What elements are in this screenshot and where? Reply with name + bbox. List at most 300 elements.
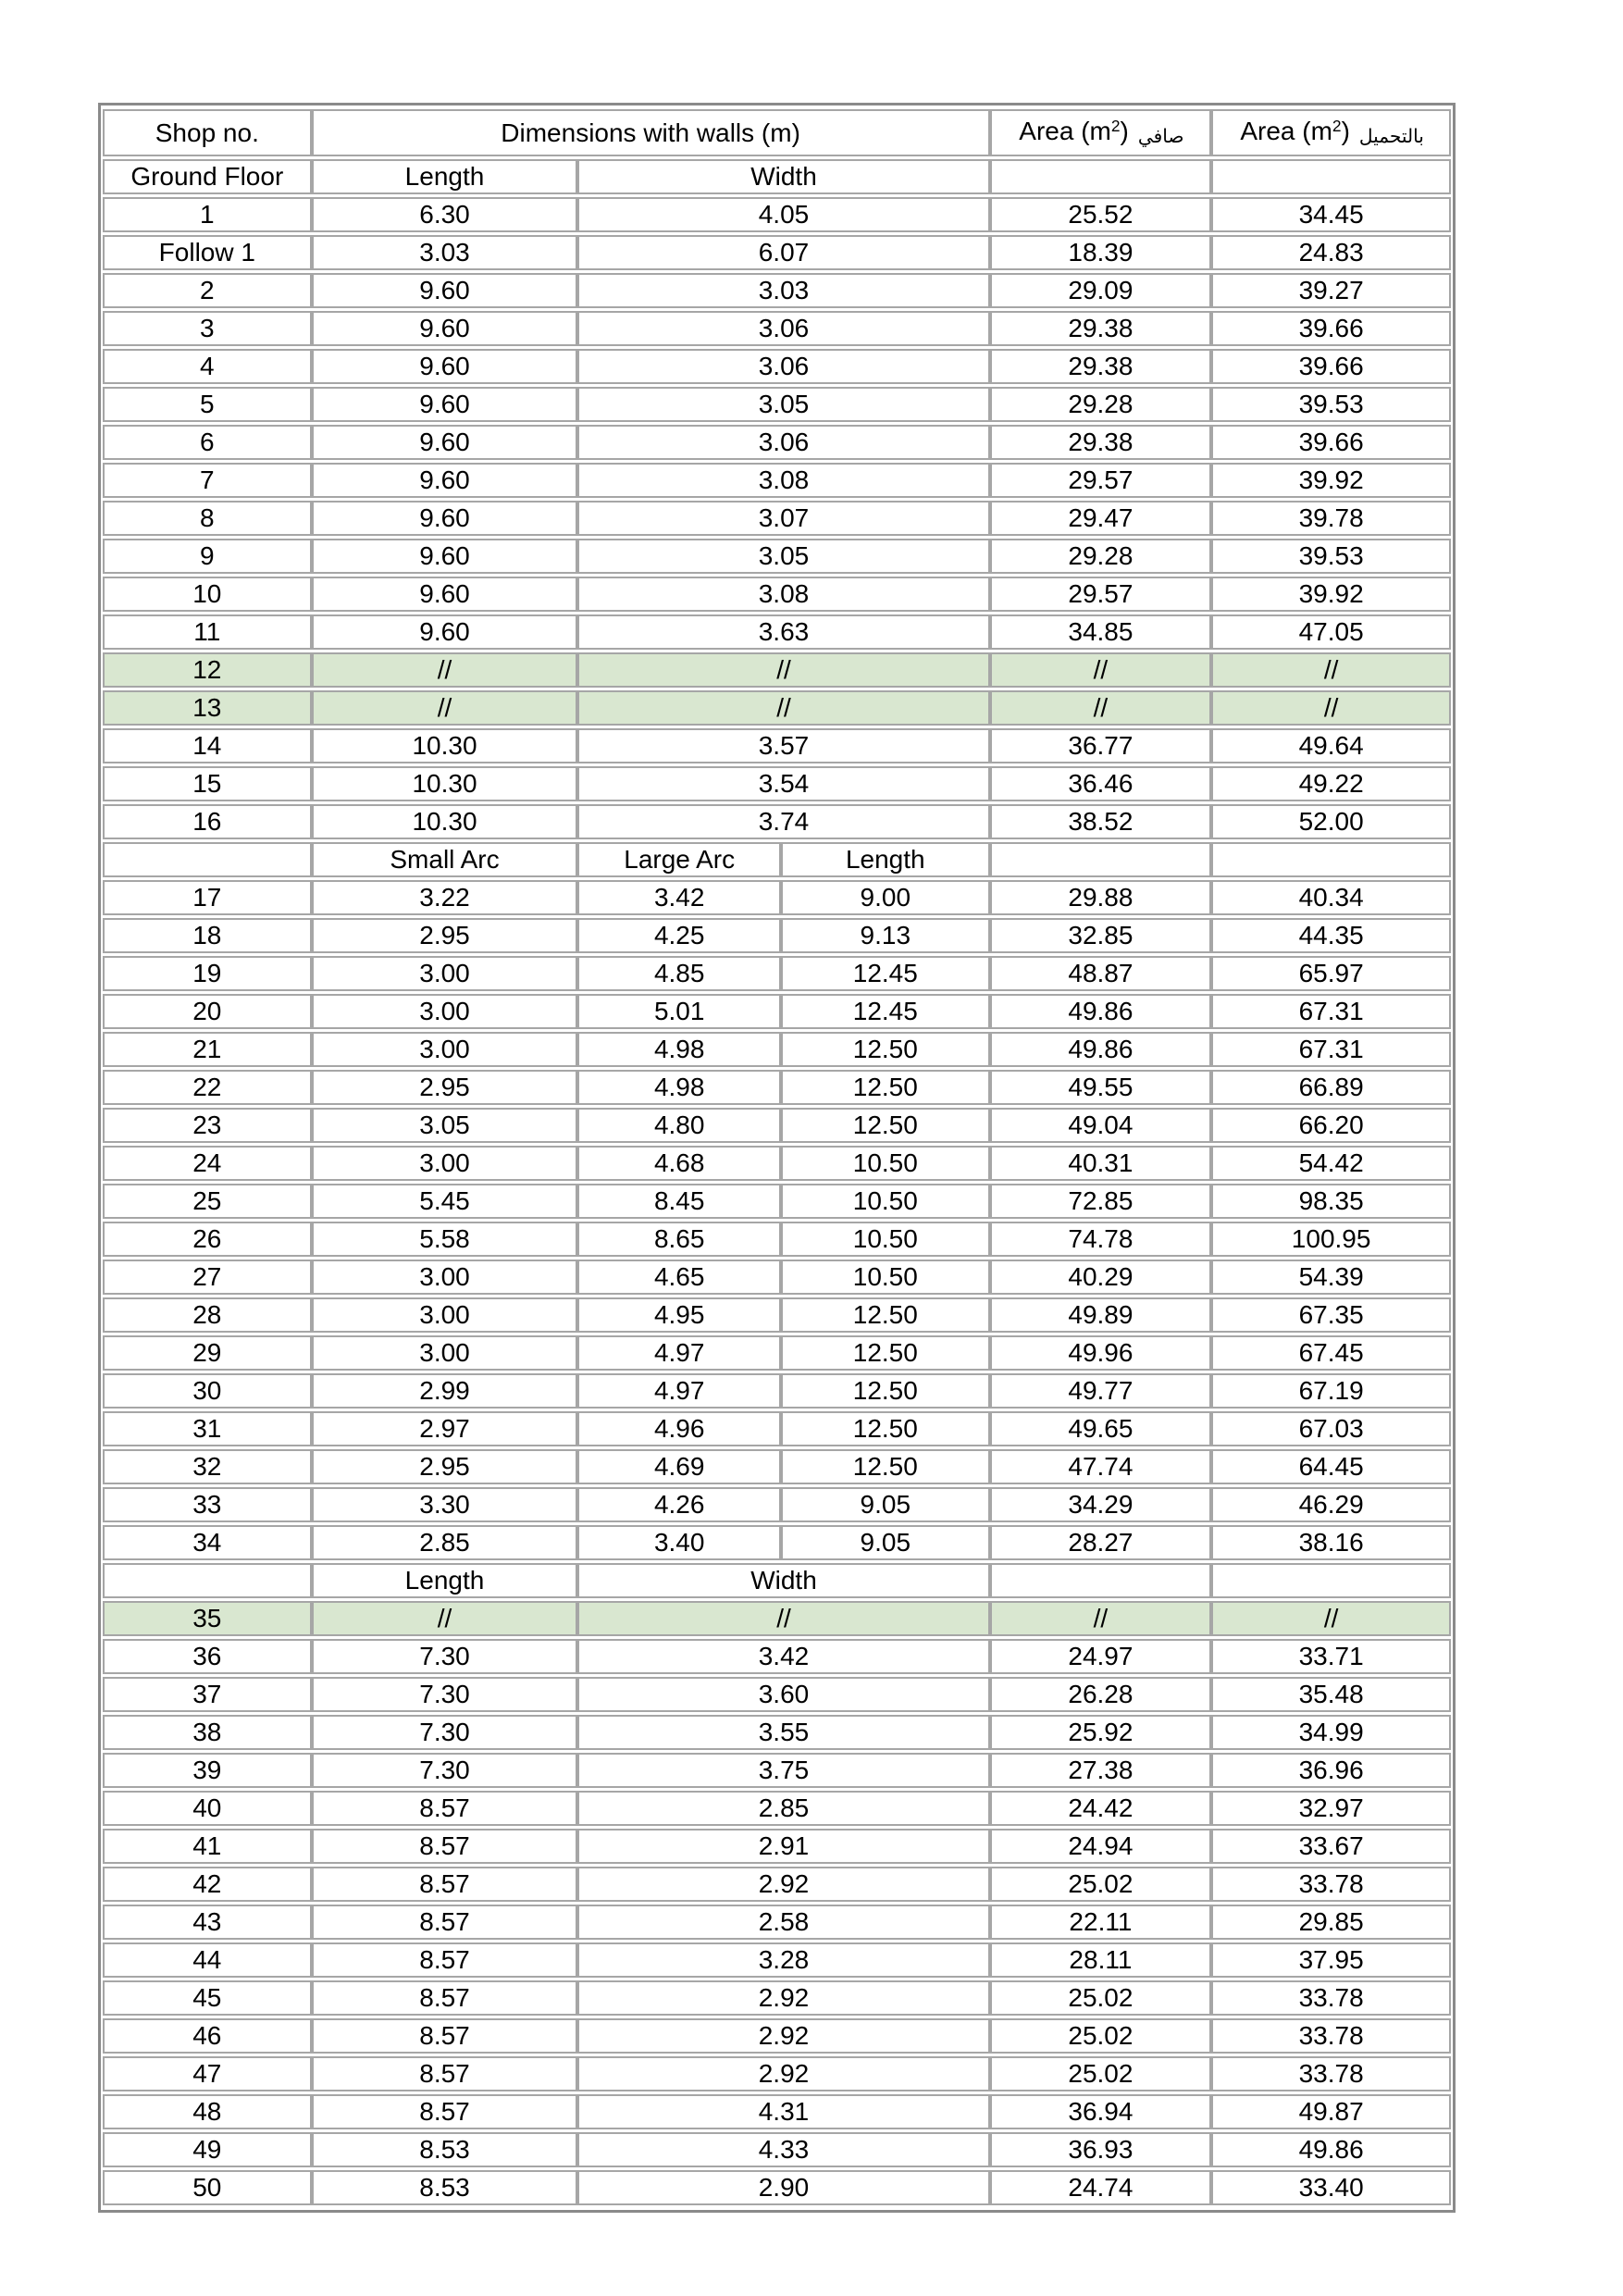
table-row	[103, 1791, 1451, 1826]
area-load-cell: 33.67	[1211, 1829, 1451, 1864]
shop-no-cell: 46	[103, 2018, 312, 2054]
shop-no-cell: 16	[103, 804, 312, 839]
table-row	[103, 1942, 1451, 1978]
lw-length-header: Length	[312, 1563, 578, 1598]
table-row	[103, 235, 1451, 270]
area-load-cell: 47.05	[1211, 614, 1451, 650]
width-cell: 2.92	[577, 1867, 989, 1902]
shop-no-cell: 45	[103, 1980, 312, 2016]
area-load-cell: 39.66	[1211, 425, 1451, 460]
shop-no-cell: 15	[103, 766, 312, 801]
lw-subheader-row	[103, 1563, 1451, 1598]
table-row	[103, 577, 1451, 612]
area-net-cell: 29.57	[990, 577, 1212, 612]
shop-no-cell: 50	[103, 2170, 312, 2205]
length-cell: 9.60	[312, 577, 578, 612]
area-load-cell: 46.29	[1211, 1487, 1451, 1522]
area-load-cell: 67.45	[1211, 1335, 1451, 1371]
area-load-cell: 36.96	[1211, 1753, 1451, 1788]
width-cell: 3.08	[577, 577, 989, 612]
width-header: Width	[577, 159, 989, 194]
shop-no-cell: 19	[103, 956, 312, 991]
area-net-cell: 29.38	[990, 425, 1212, 460]
arc-length-cell: 10.50	[781, 1222, 990, 1257]
large-arc-cell: 4.69	[577, 1449, 781, 1484]
width-cell: 2.58	[577, 1905, 989, 1940]
length-cell: 8.57	[312, 1867, 578, 1902]
area-net-cell: 36.94	[990, 2094, 1212, 2129]
length-cell: 9.60	[312, 614, 578, 650]
area-net-cell: 28.11	[990, 1942, 1212, 1978]
area-load-cell: 35.48	[1211, 1677, 1451, 1712]
area-load-cell: 54.42	[1211, 1146, 1451, 1181]
small-arc-cell: 5.58	[312, 1222, 578, 1257]
width-cell: 3.08	[577, 463, 989, 498]
length-cell: //	[312, 690, 578, 726]
width-cell: 4.05	[577, 197, 989, 232]
area-net-arabic-label: صافي	[1137, 127, 1184, 147]
length-cell: 9.60	[312, 463, 578, 498]
arc-length-cell: 12.45	[781, 956, 990, 991]
dimensions-header: Dimensions with walls (m)	[312, 109, 990, 156]
length-cell: 9.60	[312, 273, 578, 308]
shop-no-cell: 40	[103, 1791, 312, 1826]
area-net-cell: 29.09	[990, 273, 1212, 308]
large-arc-cell: 4.26	[577, 1487, 781, 1522]
area-load-cell: 52.00	[1211, 804, 1451, 839]
area-load-cell: 33.78	[1211, 2018, 1451, 2054]
area-net-cell: //	[990, 690, 1212, 726]
shop-no-cell: 4	[103, 349, 312, 384]
area-load-cell: 29.85	[1211, 1905, 1451, 1940]
large-arc-cell: 4.95	[577, 1297, 781, 1333]
shop-no-cell: 24	[103, 1146, 312, 1181]
width-cell: 2.92	[577, 2018, 989, 2054]
area-net-cell: 32.85	[990, 918, 1212, 953]
lw-width-header: Width	[577, 1563, 989, 1598]
width-cell: 2.91	[577, 1829, 989, 1864]
shop-no-cell: 30	[103, 1373, 312, 1409]
area-net-cell: 25.02	[990, 1867, 1212, 1902]
area-net-cell: 36.46	[990, 766, 1212, 801]
area-net-cell: 24.42	[990, 1791, 1212, 1826]
table-row	[103, 1715, 1451, 1750]
document-page-table	[98, 103, 1456, 2213]
area-load-cell: 67.19	[1211, 1373, 1451, 1409]
shop-no-cell: 48	[103, 2094, 312, 2129]
shop-no-cell: 41	[103, 1829, 312, 1864]
table-row	[103, 501, 1451, 536]
large-arc-cell: 8.65	[577, 1222, 781, 1257]
shop-no-cell: 9	[103, 539, 312, 574]
width-cell: 3.06	[577, 311, 989, 346]
table-row	[103, 690, 1451, 726]
shop-no-cell: 33	[103, 1487, 312, 1522]
shop-no-cell: 31	[103, 1411, 312, 1446]
table-row	[103, 766, 1451, 801]
arc-length-cell: 12.50	[781, 1411, 990, 1446]
shop-no-cell: 8	[103, 501, 312, 536]
arc-length-cell: 12.50	[781, 1032, 990, 1067]
length-cell: //	[312, 652, 578, 688]
width-cell: 2.85	[577, 1791, 989, 1826]
arc-length-cell: 9.05	[781, 1525, 990, 1560]
area-net-cell: 27.38	[990, 1753, 1212, 1788]
shop-no-cell: 34	[103, 1525, 312, 1560]
width-cell: 3.63	[577, 614, 989, 650]
length-cell: 8.57	[312, 2018, 578, 2054]
area-load-cell: 33.78	[1211, 2056, 1451, 2091]
area-load-cell: 34.99	[1211, 1715, 1451, 1750]
width-cell: 2.92	[577, 1980, 989, 2016]
table-row	[103, 1677, 1451, 1712]
area-load-cell: 49.86	[1211, 2132, 1451, 2167]
table-row	[103, 1297, 1451, 1333]
area-load-cell: 39.66	[1211, 311, 1451, 346]
area-load-cell: 49.87	[1211, 2094, 1451, 2129]
length-cell: //	[312, 1601, 578, 1636]
area-load-cell: 66.20	[1211, 1108, 1451, 1143]
area-load-cell: 38.16	[1211, 1525, 1451, 1560]
arc-subheader-blank-net	[990, 842, 1212, 877]
arc-subheader-blank-load	[1211, 842, 1451, 877]
table-row	[103, 956, 1451, 991]
shop-no-cell: 14	[103, 728, 312, 763]
arc-length-cell: 12.50	[781, 1449, 990, 1484]
area-load-cell: 100.95	[1211, 1222, 1451, 1257]
arc-length-cell: 12.50	[781, 1297, 990, 1333]
length-cell: 7.30	[312, 1677, 578, 1712]
table-row	[103, 2018, 1451, 2054]
table-row	[103, 1980, 1451, 2016]
shop-no-cell: 7	[103, 463, 312, 498]
area-load-cell: 39.53	[1211, 539, 1451, 574]
table-row	[103, 2132, 1451, 2167]
table-row	[103, 1108, 1451, 1143]
table-row	[103, 880, 1451, 915]
shop-no-cell: 47	[103, 2056, 312, 2091]
small-arc-cell: 3.00	[312, 1146, 578, 1181]
area-load-cell: 39.92	[1211, 463, 1451, 498]
arc-subheader-row	[103, 842, 1451, 877]
shop-no-header: Shop no.	[103, 109, 312, 156]
lw-subheader-blank-shop	[103, 1563, 312, 1598]
shop-no-cell: 23	[103, 1108, 312, 1143]
shop-no-cell: 6	[103, 425, 312, 460]
shop-no-cell: 20	[103, 994, 312, 1029]
small-arc-cell: 3.00	[312, 1260, 578, 1295]
table-row	[103, 1335, 1451, 1371]
shop-no-cell: 49	[103, 2132, 312, 2167]
area-load-arabic-label: بالتحميل	[1358, 127, 1424, 147]
shop-no-cell: 22	[103, 1070, 312, 1105]
shop-no-cell: 2	[103, 273, 312, 308]
area-load-header-blank	[1211, 159, 1451, 194]
small-arc-cell: 3.00	[312, 1032, 578, 1067]
table-row	[103, 349, 1451, 384]
area-net-cell: 40.29	[990, 1260, 1212, 1295]
table-row	[103, 1032, 1451, 1067]
large-arc-cell: 4.96	[577, 1411, 781, 1446]
large-arc-cell: 3.40	[577, 1525, 781, 1560]
area-net-cell: 36.77	[990, 728, 1212, 763]
area-load-superscript: 2	[1332, 117, 1342, 136]
area-net-cell: 18.39	[990, 235, 1212, 270]
area-net-cell: 29.88	[990, 880, 1212, 915]
area-net-cell: 38.52	[990, 804, 1212, 839]
shop-no-cell: 38	[103, 1715, 312, 1750]
small-arc-cell: 2.85	[312, 1525, 578, 1560]
width-cell: 4.33	[577, 2132, 989, 2167]
area-load-label-close: )	[1341, 117, 1350, 145]
area-load-cell: 98.35	[1211, 1184, 1451, 1219]
large-arc-cell: 4.98	[577, 1032, 781, 1067]
arc-length-cell: 12.50	[781, 1373, 990, 1409]
area-net-cell: 24.74	[990, 2170, 1212, 2205]
shop-no-cell: 43	[103, 1905, 312, 1940]
width-cell: 4.31	[577, 2094, 989, 2129]
arc-length-cell: 12.50	[781, 1070, 990, 1105]
length-cell: 6.30	[312, 197, 578, 232]
area-net-cell: 25.02	[990, 2018, 1212, 2054]
large-arc-cell: 5.01	[577, 994, 781, 1029]
width-cell: 3.05	[577, 387, 989, 422]
section-ground-floor-2	[103, 1563, 1451, 2205]
shop-no-cell: 1	[103, 197, 312, 232]
table-row	[103, 463, 1451, 498]
area-load-cell: 37.95	[1211, 1942, 1451, 1978]
table-row	[103, 652, 1451, 688]
area-load-cell: 49.64	[1211, 728, 1451, 763]
area-net-cell: //	[990, 652, 1212, 688]
area-net-cell: 28.27	[990, 1525, 1212, 1560]
large-arc-cell: 4.68	[577, 1146, 781, 1181]
area-net-cell: 29.38	[990, 349, 1212, 384]
arc-length-cell: 9.05	[781, 1487, 990, 1522]
large-arc-cell: 4.98	[577, 1070, 781, 1105]
shop-no-cell: 3	[103, 311, 312, 346]
arc-length-cell: 12.50	[781, 1335, 990, 1371]
width-cell: 3.54	[577, 766, 989, 801]
area-net-cell: 49.77	[990, 1373, 1212, 1409]
area-net-cell: 74.78	[990, 1222, 1212, 1257]
shop-no-cell: 12	[103, 652, 312, 688]
area-load-cell: 49.22	[1211, 766, 1451, 801]
area-net-cell: 25.02	[990, 2056, 1212, 2091]
area-net-cell: 49.65	[990, 1411, 1212, 1446]
table-row	[103, 2170, 1451, 2205]
small-arc-cell: 2.97	[312, 1411, 578, 1446]
area-load-cell: 67.35	[1211, 1297, 1451, 1333]
area-net-cell: 25.92	[990, 1715, 1212, 1750]
table-row	[103, 1487, 1451, 1522]
large-arc-cell: 4.65	[577, 1260, 781, 1295]
area-net-cell: 29.57	[990, 463, 1212, 498]
small-arc-cell: 3.22	[312, 880, 578, 915]
arc-length-cell: 10.50	[781, 1146, 990, 1181]
table-row	[103, 2056, 1451, 2091]
table-row	[103, 387, 1451, 422]
lw-subheader-blank-load	[1211, 1563, 1451, 1598]
shop-no-cell: 17	[103, 880, 312, 915]
large-arc-cell: 4.97	[577, 1373, 781, 1409]
area-load-cell: //	[1211, 690, 1451, 726]
area-net-cell: 25.02	[990, 1980, 1212, 2016]
table-header	[103, 109, 1451, 194]
small-arc-cell: 2.95	[312, 1449, 578, 1484]
area-load-cell: 54.39	[1211, 1260, 1451, 1295]
table-row	[103, 804, 1451, 839]
table-row	[103, 1601, 1451, 1636]
shop-no-cell: 25	[103, 1184, 312, 1219]
small-arc-cell: 3.00	[312, 956, 578, 991]
length-cell: 9.60	[312, 311, 578, 346]
area-net-cell: 22.11	[990, 1905, 1212, 1940]
section-ground-floor-1	[103, 197, 1451, 839]
table-row	[103, 2094, 1451, 2129]
area-load-cell: //	[1211, 1601, 1451, 1636]
area-net-header-blank	[990, 159, 1212, 194]
width-cell: 3.74	[577, 804, 989, 839]
width-cell: //	[577, 652, 989, 688]
table-row	[103, 197, 1451, 232]
width-cell: 2.90	[577, 2170, 989, 2205]
area-net-cell: 34.85	[990, 614, 1212, 650]
shop-no-cell: Follow 1	[103, 235, 312, 270]
large-arc-cell: 4.97	[577, 1335, 781, 1371]
table-row	[103, 425, 1451, 460]
section-arc	[103, 842, 1451, 1560]
length-cell: 10.30	[312, 766, 578, 801]
width-cell: 3.28	[577, 1942, 989, 1978]
small-arc-cell: 2.99	[312, 1373, 578, 1409]
area-net-cell: //	[990, 1601, 1212, 1636]
width-cell: 3.60	[577, 1677, 989, 1712]
area-net-cell: 72.85	[990, 1184, 1212, 1219]
table-row	[103, 1411, 1451, 1446]
area-net-label-close: )	[1120, 117, 1129, 145]
table-row	[103, 1373, 1451, 1409]
small-arc-cell: 5.45	[312, 1184, 578, 1219]
area-net-cell: 49.86	[990, 994, 1212, 1029]
large-arc-header: Large Arc	[577, 842, 781, 877]
area-load-cell: 32.97	[1211, 1791, 1451, 1826]
shop-no-cell: 44	[103, 1942, 312, 1978]
shop-no-cell: 21	[103, 1032, 312, 1067]
shop-no-cell: 26	[103, 1222, 312, 1257]
shop-no-cell: 35	[103, 1601, 312, 1636]
width-cell: 3.05	[577, 539, 989, 574]
area-load-cell: 33.78	[1211, 1980, 1451, 2016]
table-row	[103, 1867, 1451, 1902]
area-net-cell: 40.31	[990, 1146, 1212, 1181]
length-cell: 8.53	[312, 2132, 578, 2167]
shop-no-cell: 18	[103, 918, 312, 953]
length-cell: 3.03	[312, 235, 578, 270]
shop-no-cell: 29	[103, 1335, 312, 1371]
length-cell: 8.57	[312, 1905, 578, 1940]
area-net-cell: 49.96	[990, 1335, 1212, 1371]
area-net-cell: 24.97	[990, 1639, 1212, 1674]
shop-no-cell: 11	[103, 614, 312, 650]
length-cell: 7.30	[312, 1639, 578, 1674]
length-cell: 9.60	[312, 539, 578, 574]
shop-no-cell: 36	[103, 1639, 312, 1674]
shop-no-cell: 42	[103, 1867, 312, 1902]
table-row	[103, 1146, 1451, 1181]
table-row	[103, 311, 1451, 346]
area-load-header	[1211, 109, 1451, 156]
length-cell: 8.57	[312, 1829, 578, 1864]
area-net-cell: 36.93	[990, 2132, 1212, 2167]
area-net-cell: 49.89	[990, 1297, 1212, 1333]
table-row	[103, 728, 1451, 763]
shop-no-cell: 37	[103, 1677, 312, 1712]
width-cell: 3.57	[577, 728, 989, 763]
area-net-cell: 29.28	[990, 387, 1212, 422]
small-arc-cell: 3.00	[312, 1335, 578, 1371]
area-net-label: Area (m	[1019, 117, 1111, 145]
table-row	[103, 1260, 1451, 1295]
width-cell: 6.07	[577, 235, 989, 270]
area-load-cell: 39.78	[1211, 501, 1451, 536]
area-load-cell: 39.27	[1211, 273, 1451, 308]
width-cell: 3.03	[577, 273, 989, 308]
table-row	[103, 1639, 1451, 1674]
width-cell: 3.55	[577, 1715, 989, 1750]
area-load-cell: 39.92	[1211, 577, 1451, 612]
large-arc-cell: 4.85	[577, 956, 781, 991]
length-cell: 8.57	[312, 1942, 578, 1978]
area-load-cell: 67.31	[1211, 994, 1451, 1029]
width-cell: 3.06	[577, 425, 989, 460]
small-arc-cell: 3.05	[312, 1108, 578, 1143]
arc-length-cell: 9.00	[781, 880, 990, 915]
area-net-cell: 34.29	[990, 1487, 1212, 1522]
area-load-cell: 39.53	[1211, 387, 1451, 422]
area-net-cell: 29.28	[990, 539, 1212, 574]
area-load-cell: 64.45	[1211, 1449, 1451, 1484]
arc-length-cell: 10.50	[781, 1260, 990, 1295]
arc-subheader-blank-shop	[103, 842, 312, 877]
area-net-cell: 48.87	[990, 956, 1212, 991]
area-net-cell: 47.74	[990, 1449, 1212, 1484]
shop-no-cell: 10	[103, 577, 312, 612]
area-load-cell: 66.89	[1211, 1070, 1451, 1105]
shop-no-cell: 28	[103, 1297, 312, 1333]
area-net-superscript: 2	[1110, 117, 1121, 136]
arc-length-cell: 9.13	[781, 918, 990, 953]
length-cell: 8.57	[312, 1980, 578, 2016]
width-cell: 3.42	[577, 1639, 989, 1674]
area-load-cell: 33.71	[1211, 1639, 1451, 1674]
table-row	[103, 1525, 1451, 1560]
area-net-cell: 26.28	[990, 1677, 1212, 1712]
arc-length-cell: 12.45	[781, 994, 990, 1029]
length-cell: 10.30	[312, 728, 578, 763]
table-row	[103, 1070, 1451, 1105]
table-row	[103, 1829, 1451, 1864]
area-load-cell: 33.40	[1211, 2170, 1451, 2205]
ground-floor-header: Ground Floor	[103, 159, 312, 194]
area-load-cell: 40.34	[1211, 880, 1451, 915]
length-cell: 8.57	[312, 2094, 578, 2129]
area-net-cell: 49.04	[990, 1108, 1212, 1143]
width-cell: 3.75	[577, 1753, 989, 1788]
table-row	[103, 1449, 1451, 1484]
table-row	[103, 273, 1451, 308]
area-net-cell: 25.52	[990, 197, 1212, 232]
